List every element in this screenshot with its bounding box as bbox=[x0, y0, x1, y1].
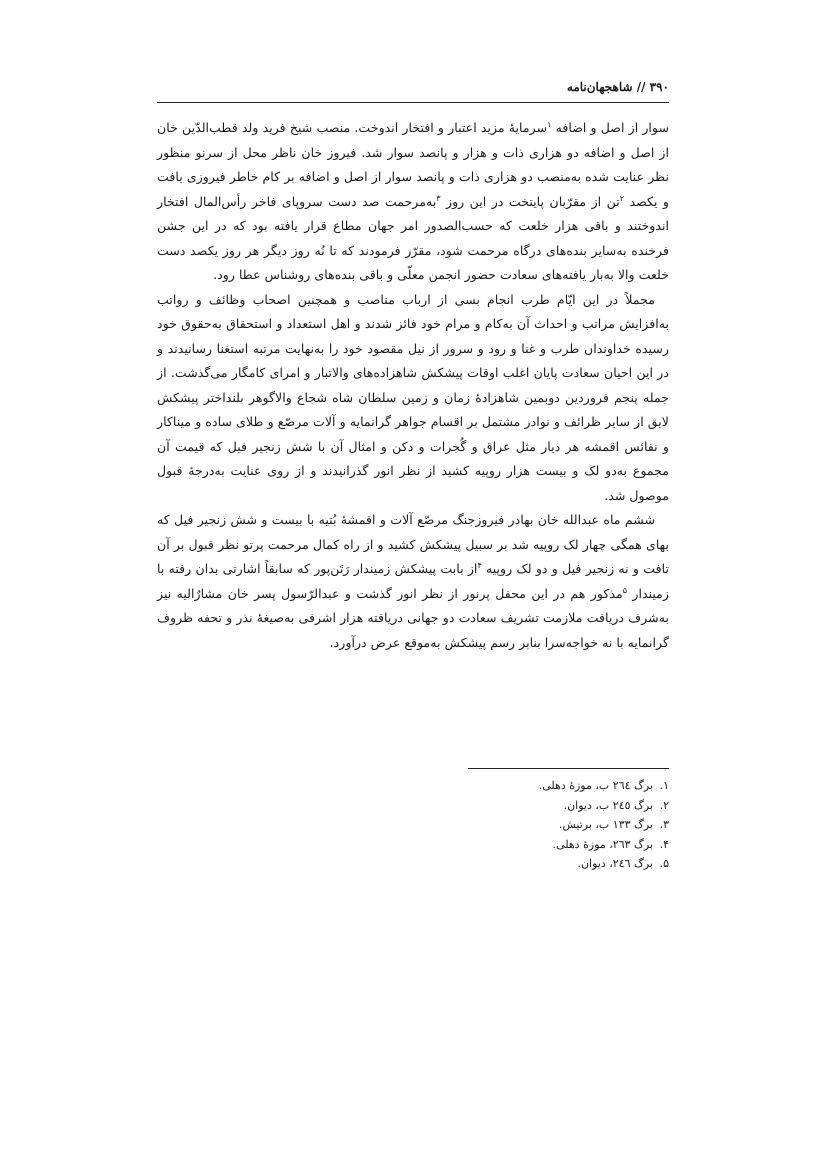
footnote-item: ۵.برگ ۲٤٦، دیوان. bbox=[577, 857, 669, 870]
footnotes bbox=[369, 776, 669, 874]
footnote-ref-1: ۱ bbox=[547, 119, 552, 129]
footnote-ref-3: ۳ bbox=[436, 193, 441, 203]
body-text bbox=[157, 116, 669, 655]
footnote-ref-4: ۴ bbox=[477, 560, 482, 570]
paragraph-3: ششم ماه عبدالله خان بهادر فیروزجنگ مرصّع آلات و اقمشهٔ بُتیه با بیست و شش زنجیر فیل که بهای همگی چهار لک روپیه شد بر سبیل پیشکش کشید و از راه کمال مرحمت پرتو نظر قبول بر آن تافت و نه زنجیر فیل و دو لک روپیه $^۴$از بابت پیشکش زمیندار رَتَن‌پور که سابقاً اشارتی بدان رفته با زمیندار $^۵$مذکور هم در این محفل پرنور از نظر انور گذشت و عبدالرّسول پسر خان مشارٌالیه نیز به‌شرف دریافت ملازمت تشریف سعادت دو جهانی دریافته هزار اشرفی به‌صیغهٔ نذر و تحفه ظروف گرانمایه با نه خواجه‌سرا بنابر رسم پیشکش به‌موقع عرض درآورد. bbox=[157, 512, 670, 650]
paragraph-1: سوار از اصل و اضافه $^۱$سرمایهٔ مزید اعتبار و افتخار اندوخت. منصب شیخ فرید ولد قطب‌الدّین خان از اصل و اضافه دو هزاری ذات و هزار و پانصد سوار شد. فیروز خان ناظر محل از سرنو منظور نظر عنایت شده به‌منصب دو هزاری ذات و پانصد سوار از اصل و اضافه بر کام خاطر فیروزی یافت و یکصد $^۲$تن از مقرّبان پایتخت در این روز $^۳$به‌مرحمت صد دست سروپای فاخر رأس‌المال افتخار اندوختند و باقی هزار خلعت که حسب‌الصدور امر جهان مطاع قرار یافته بود که در این جشن فرخنده به‌سایر بنده‌های درگاه مرحمت شود، مقرّر فرمودند که تا نُه روز دیگر هر روز یکصد دست خلعت والا به‌بار یافته‌های سعادت حضور انجمن معلّی و باقی بنده‌های روشناس عطا رود. bbox=[157, 119, 669, 282]
footnote-item: ۳.برگ ۱۳۳ ب، برتیش. bbox=[558, 818, 669, 831]
paragraph-2: مجملاً در این ایّام طرب انجام بسی از ارباب مناصب و همچنین اصحاب وظائف و رواتب به‌افزایش مراتب و احداث آن به‌کام و مرام خود فائز شدند و اهل استعداد و استحقاق به‌حقوق خود رسیده خداونداں طرب و غنا و رود و سرور از نیل مقصود خود را به‌نهایت مرتبه استغنا رسانیدند و در این احیان سعادت پایان اغلب اوقات پیشکش شاهزاده‌های والاتبار و امرای کامگار می‌گذشت. از جمله پنجم فروردین دوبمین شاهزادهٔ زمان و زمین سلطان شاه شجاع والاگوهر بلنداختر پیشکش لایق از سایر ظرائف و نوادر مشتمل بر اقسام جواهر گرانمایه و آلات مرصّع و طلای ساده و میناکار و نفائس اقمشه هر دیار مثل عراق و گُجرات و دکن و امثال آن با شش زنجیر فیل که قیمت آن مجموع به‌دو لک و بیست هزار روپیه کشید از نظر انور گذرانیدند و از روی عنایت به‌درجهٔ قبول موصول شد. bbox=[157, 291, 669, 503]
footnote-ref-2: ۲ bbox=[619, 193, 624, 203]
footnote-divider bbox=[468, 768, 669, 769]
running-header bbox=[157, 80, 669, 103]
footnote-item: ۱.برگ ۲٦٤ ب، موزهٔ دهلی. bbox=[538, 779, 669, 792]
footnote-item: ۴.برگ ۲٦۳، موزهٔ دهلی. bbox=[552, 837, 669, 851]
footnote-item: ۲.برگ ۲٤٥ ب، دیوان. bbox=[563, 798, 669, 812]
header-title: ۳۹۰ // شاهجهان‌نامه bbox=[566, 80, 669, 94]
footnote-ref-5: ۵ bbox=[622, 585, 628, 595]
